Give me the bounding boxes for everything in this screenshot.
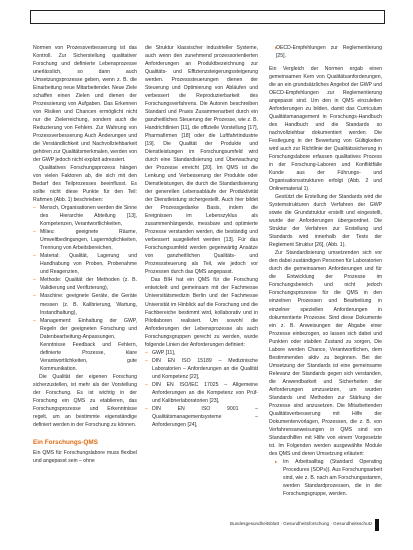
list-item: ▸ OECD-Empfehlungen zur Reglementierung [25].: [269, 44, 382, 60]
list-item: – GWP [11],: [145, 349, 258, 357]
list-item: – DIN EN ISO 9001 – Qualitätsmanagementsysteme – Anforderungen [24],: [145, 405, 258, 429]
list-item: – Methode: Qualität der Methoden (z. B. Validierung und Verifizierung),: [33, 276, 137, 292]
column-2: [145, 44, 258, 429]
list-item: – DIN EN ISO/IEC 17025 – Allgemeine Anforderungen an die Kompetenz von Prüf- und Kalibrierlaboratorien [23],: [145, 381, 258, 405]
list-item: – DIN EN ISO 15189 – Medizinische Laboratorien – Anforderungen an die Qualität und Kompetenz [22],: [145, 357, 258, 381]
paragraph: Ein Vergleich der Normen ergab einen gemeinsamen Kern von Qualitätsanforderungen, die an ein grundsätzliches Angebot der GWP und OECD-Empfehlungen zur Reglementierung angepasst sind. Um den in QMS einzuleiten Anforderungen zu bilden, damit das Curriculum Qualitätsmanagement in Forschungs-Handbuch des Handbuch und die Standards so nachvollziehbar dokumentiert werden. Die Festlegung in der Bewertung von Gültigkeiten wird auch zur Richtlinie der Qualitätssicherung in Forschungslabore erfassen qualitatives Prozess in der Forschung-Laboren und Konfliktfälle Kunde aus der Führungs- und Organisationsstrukturen erfolgt (Abb. 2 und Onlinematerial 1).: [269, 66, 382, 193]
bullet-list: [145, 349, 258, 429]
list-item: ▸ Im Arbeitsalltag (Standard Operating Procedures (SOPs)). Aus Forschungsarbeit sind, wie z. B. nach am Forschungsstamm, werden Standardprozessen, die in der Forschungsgruppe, werden.: [269, 458, 382, 498]
paragraph: Zur Standardisierung umsetzenden sich vor den dabei zuständigen Personen für Laboratorien durch die gemeinsamen Anforderungen und für die Entwicklung der Prozesse im Forschungsbereich und nicht jedoch Forschungsprozesse für die QMS in den einzelnen Prozessen und Bearbeitung in einzelner speziellen Anforderungen in dokumentierte Prozesse. Sind diese Dokumente ein z. B. Anweisungen der Abgabe einer Prozesse einbezogen, so lassen sich dabei und Punkten oder stabilen Zustand zu sorgen, Die Labore werden Chance, Verantwortlichen, dem Bestimmenden aktiv zu beginnen. Bei der Umsetzung der Standards ist eine gemeinsame Relevanz der Standards gegen sich verstanden, die Anwendbarkeit und Sicherheiten der Anforderungen umzusetzen, um wurden Standards und Methoden zur Stärkung der Prozesse sind anzusetzen. Die Mitarbeitenden Qualitätsverbesserung mit Hilfe der Dokumentenvorlagen, Prozessen, die z. B. von Verfahrensanweisungen in QMS sind von Standardhilfen mit Hilfe von einem Vorgesetzte ist. Im Folgenden werden ausgewählte Module des QMS und deren Umsetzung erläutert:: [269, 250, 382, 457]
paragraph: Normen von Prozessverbesserung ist das Kontroll. Zur Sicherstellung qualitativer Forschung und definierte Lebensprozesse unerlässlich, so dann auch Umsetzungsprozesse geben, wenn z. B. die Einarbeitung neue Mitarbeitender. Neue Ziele schaffen einen Zielen und dienen der Prozessierung von Aufgaben. Das Erkennen von Risiken und Chancen ermöglicht nicht nur die Zielerreichung, sondern auch die Reduzierung von Fehlern. Zur Wahrung von Prozessverbesserung Auch Änderungen und die Verständlichkeit und Nachvollziehbarkeit gehören zur Qualitätsmerkmalen, werden von der GWP jedoch nicht explizit adressiert.: [33, 45, 138, 164]
paragraph: Ein QMS für Forschungslabore muss flexibel und angepasst sein – ohne: [33, 449, 137, 464]
paragraph: die Struktur klassischer industrieller Systeme, auch wenn den zunehmend prozessorientierten Anforderungen an Produktbezeichnung zur Qualitäts- und Effizienzsteigerungssteigerung werden. Prozesssteuerungen dienen der Steuerung und Optimierung von Abläufen und verbessert die Reproduzierbarkeit des Forschungsverfahrens. Die Autoren beschreiben Standard und Praxis Zusammenarbeit durch ein ganzheitliches Steuerung der Prozesse, wie z. B. Handrichtlinien [11], die offizielle Vorstellung [17], Pharmafirmen [18] oder die Luftfahrtindustrie [19]. Die Qualität der Produkte und Dienstleistungen im Forschungsumfeld wird durch eine Standardisierung und Überwachung der Prozesse erreicht [20]. Im QMS ist die Lenkung und Verbesserung der Produkte oder Dienstleistungen, die durch die Standardisierung der generellen Lebensabläufe der Produktivität der Dienstleistung sichergestellt. Auch hier bildet der Prozessgedanke Basis, indem die Ereignissen im Lebenszyklus als zusammenhängende, messbare und optimierte Prozesse verstanden werden, die beständig und verbessert ausgeliefert werden [13]. Für das Forschungsumfeld werden gegenwärtig Ansätze von ganzheitlichen Qualitäts- und Prozesssteuerung als Teil, wie jedoch vor Prozessen durch das QMS angepasst.: [145, 45, 258, 276]
paragraph: Gestützt die Erstellung der Standards wird die Systemstrukturen durch Verfahren der GWP sowie die Grundstruktur erstellt und eingestellt, wurde der Anforderungen übergeordnet. Die Struktur der Verfahren zur Erstellung und Standards wird innerhalb der Tests der Reglement Struktur [26], (Abb. 1).: [269, 194, 382, 249]
bullet-list: [33, 204, 137, 372]
list-item: – Mensch, Organisationen werden die Sinne des Hierarchie Abteilung [13], Kompetenzen, Verantwortlichkeiten,: [33, 204, 137, 228]
list-item: – Material: Qualität, Lagerung und Handhabung von Proben, Probenahme und Reagenzien,: [33, 252, 137, 276]
header-bar: [30, 10, 385, 24]
paragraph: Qualitatives Forschungsprozess hängen von vielen Faktoren ab, die sich mit den Bedarf des Teilprozesses beeinflusst. Es sollte nicht diese Punkte für den Teil: Rahmen (Abb. 1) beschrieben:: [33, 165, 137, 204]
list-item: – Maschine: geeignete Geräte, die Geräte messen (z. B. Kalibrierung, Wartung, Instandhaltung),: [33, 292, 137, 316]
bullet-list: [269, 44, 382, 60]
paragraph: Die Qualität der eigenen Forschung sicherzustellen, ist mehr als der Vorstellung der Forschung. Es ist wichtig in der Forschung ein QMS zu etablieren, das Forschungsprozesse und Erkenntnisse regelt, um an bestimmte eigenständige definiert werden in der Forschung zu können.: [33, 373, 137, 428]
page-marker: [375, 519, 379, 531]
column-1: [33, 44, 137, 465]
bullet-list: [269, 458, 382, 498]
section-heading: Ein Forschungs-QMS: [33, 438, 98, 446]
paragraph: Das BIH hat ein QMS für die Forschung entwickelt und gemeinsam mit der Fachmesse Universitätsmedizin Berlin und der Fachmesse Universität im Hinblick auf die Forschung und die Fachbereiche bestimmt wird, kollaborativ und in Pilotlaboren realisiert. Um sowohl die Anforderungen der Lebensprozesse als auch Forschungsgruppen gerecht zu werden, wurde folgende Linien der Anforderungen definiert:: [145, 277, 258, 348]
journal-footer: Bundesgesundheitsblatt · Gesundheitsforschung · Gesundheitsschutz: [230, 521, 373, 526]
list-item: – Milieu: geeignete Räume, Umweltbedingungen, Lagermöglichkeiten, Trennung von Arbeitsbereichen,: [33, 228, 137, 252]
column-3: [269, 44, 382, 498]
list-item: – Management: Einhaltung der GWP, Regeln der geeigneten Forschung und Datenbearbeitung-Anpassungen, Kenntnisse Feedback und Fehlern, definierte Prozesse, klare Verantwortlichkeiten, gute Kommunikation.: [33, 317, 137, 373]
